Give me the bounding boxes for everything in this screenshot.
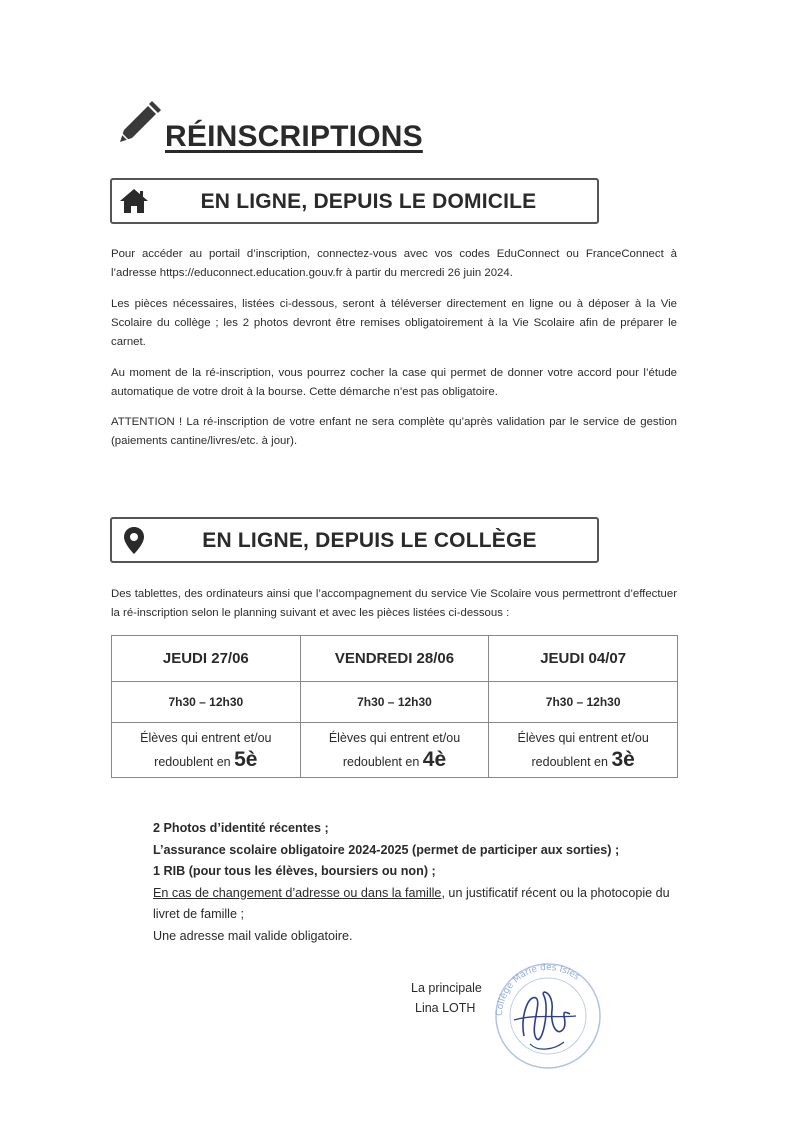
paragraph-college-intro: Des tablettes, des ordinateurs ainsi que l’accompagnement du service Vie Scolaire vous permettront d’effectuer la ré-inscription selon le planning suivant et avec les pièces listées ci-dessous : — [111, 588, 677, 619]
day-cell: VENDREDI 28/06 — [300, 636, 489, 682]
planning-table — [111, 635, 678, 778]
list-item: L’assurance scolaire obligatoire 2024-2025 (permet de participer aux sorties) ; — [153, 842, 620, 857]
grade-label: 3è — [611, 748, 635, 771]
desc-line: Élèves qui entrent et/ou — [517, 731, 649, 745]
documents-list — [153, 818, 673, 947]
list-item: 1 RIB (pour tous les élèves, boursiers ou non) ; — [153, 864, 436, 878]
table-row — [112, 636, 678, 682]
section-title: EN LIGNE, DEPUIS LE COLLÈGE — [202, 529, 537, 552]
desc-text: redoublent en — [531, 755, 608, 769]
list-item: Une adresse mail valide obligatoire. — [153, 928, 353, 943]
day-cell: JEUDI 04/07 — [489, 636, 678, 682]
desc-text: redoublent en — [154, 755, 231, 769]
underlined-text: En cas de changement d’adresse ou dans la famille — [153, 885, 442, 900]
desc-cell — [112, 723, 301, 778]
desc-cell — [300, 723, 489, 778]
official-stamp — [484, 958, 612, 1073]
page-title: RÉINSCRIPTIONS — [165, 120, 423, 153]
signature-role: La principale — [411, 981, 482, 995]
grade-label: 4è — [422, 748, 447, 771]
section-title: EN LIGNE, DEPUIS LE DOMICILE — [200, 190, 537, 213]
paragraph-documents: Les pièces nécessaires, listées ci-dessous, seront à téléverser directement en ligne ou à déposer à la Vie Scolaire du collège ; les 2 photos devront être remises obligatoirement à la Vie Scolaire afin de préparer le carnet. — [111, 298, 677, 348]
paragraph-bourse: Au moment de la ré-inscription, vous pourrez cocher la case qui permet de donner votre accord pour l’étude automatique de votre droit à la bourse. Cette démarche n’est pas obligatoire. — [111, 367, 677, 398]
desc-line: Élèves qui entrent et/ou — [140, 731, 272, 745]
paragraph-attention: ATTENTION ! La ré-inscription de votre enfant ne sera complète qu’après validation par le service de gestion (paiements cantine/livres/etc. à jour). — [111, 416, 677, 447]
desc-line — [301, 749, 489, 773]
time-cell: 7h30 – 12h30 — [300, 682, 489, 723]
desc-line — [112, 749, 300, 773]
grade-label: 5è — [234, 748, 258, 771]
list-item — [153, 883, 673, 926]
desc-text: redoublent en — [342, 755, 420, 769]
time-cell: 7h30 – 12h30 — [112, 682, 301, 723]
section-header-college — [110, 517, 599, 563]
time-cell: 7h30 – 12h30 — [489, 682, 678, 723]
list-item-text: , un justificatif récent ou la photocopie du livret de famille ; — [153, 885, 670, 921]
desc-line: Élèves qui entrent et/ou — [328, 731, 461, 745]
day-cell: JEUDI 27/06 — [112, 636, 301, 682]
signature-name: Lina LOTH — [415, 1001, 476, 1015]
table-row — [112, 682, 678, 723]
pencil-icon — [116, 100, 162, 146]
paragraph-portal-access: Pour accéder au portail d’inscription, connectez-vous avec vos codes EduConnect ou FranceConnect à l’adresse https://educonnect.education.gouv.fr à partir du mercredi 26 juin 2024. — [111, 248, 677, 279]
table-row — [112, 723, 678, 778]
list-item: 2 Photos d’identité récentes ; — [153, 821, 329, 835]
desc-line — [489, 749, 677, 773]
desc-cell — [489, 723, 678, 778]
section-header-domicile — [110, 178, 599, 224]
svg-text:Collège Marie des Isles: Collège Marie des Isles — [494, 962, 582, 1017]
